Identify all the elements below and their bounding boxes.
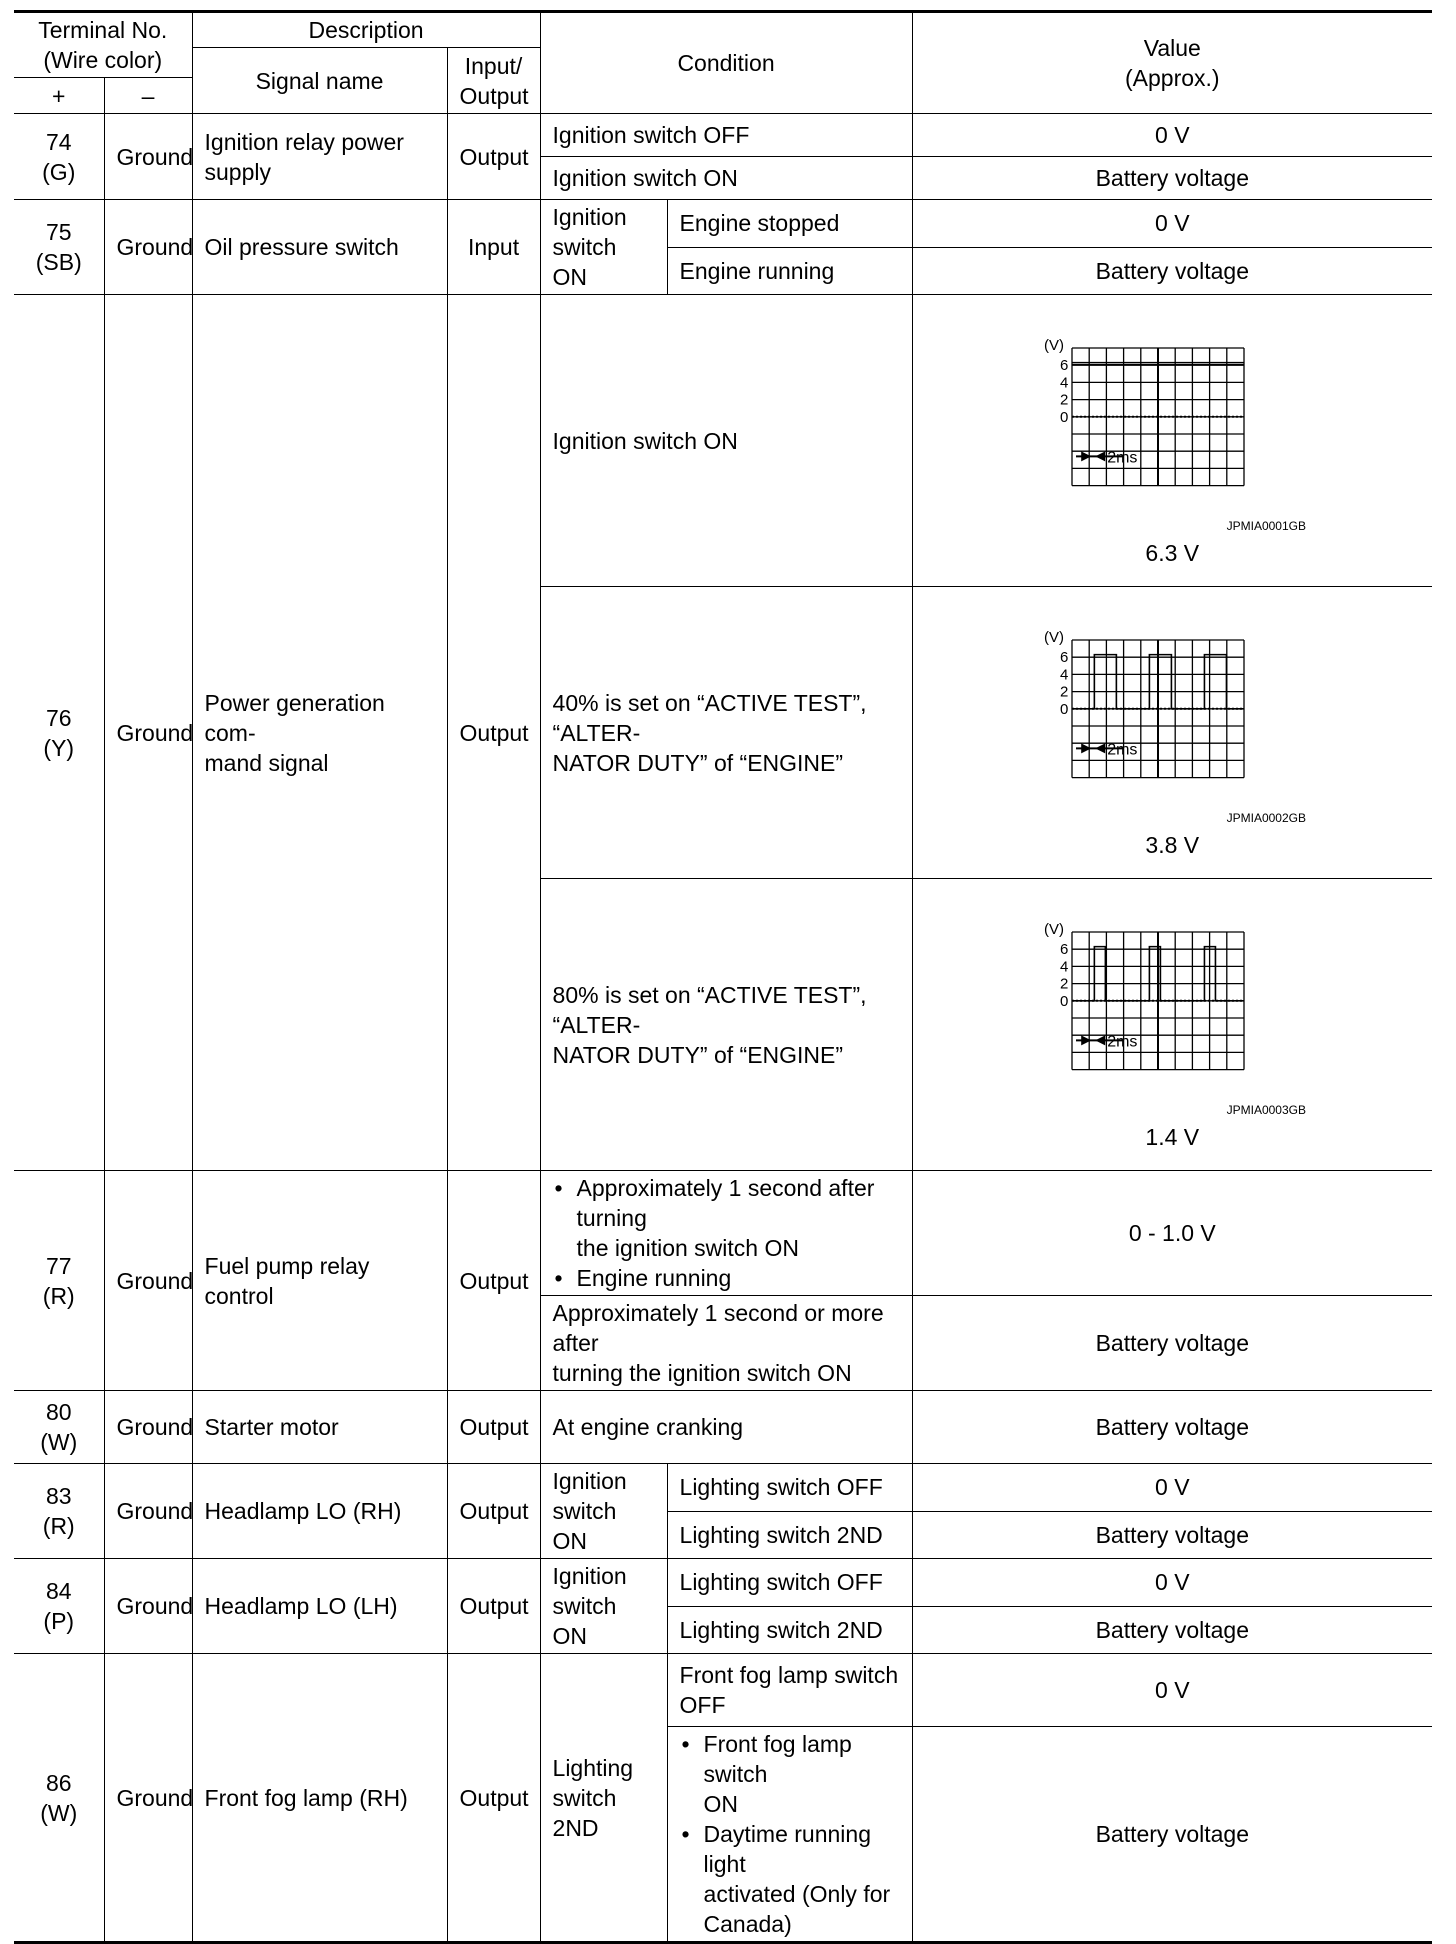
list-item (553, 1173, 900, 1263)
y-tick-label: 6 (1060, 356, 1069, 374)
y-tick-label: 2 (1060, 683, 1069, 701)
terminal-number: 75 (45, 219, 72, 245)
wire-color: (SB) (35, 249, 82, 275)
table-row-76a (14, 295, 1432, 587)
condition-line: Approximately 1 second or more after (552, 1300, 884, 1356)
condition-cell (540, 1171, 912, 1296)
ground-cell: Ground (104, 1559, 192, 1654)
value-cell: Battery voltage (912, 1296, 1432, 1391)
condition-sub-cell: Lighting switch OFF (667, 1559, 912, 1607)
condition-line: 80% is set on “ACTIVE TEST”, “ALTER- (552, 981, 867, 1038)
signal-name-cell (192, 295, 447, 1171)
io-cell: Output (447, 1391, 540, 1464)
time-scale-label: 2ms (1107, 448, 1138, 466)
table-row-84a (14, 1559, 1432, 1607)
condition-cell: At engine cranking (540, 1391, 912, 1464)
value-cell: 0 V (912, 200, 1432, 248)
signal-name-cell: Headlamp LO (RH) (192, 1464, 447, 1559)
table-row-77a (14, 1171, 1432, 1296)
waveform-value: 1.4 V (1145, 1123, 1200, 1150)
terminal-number: 77 (45, 1252, 72, 1279)
y-tick-label: 2 (1060, 975, 1069, 993)
header-approx-label: (Approx.) (1124, 65, 1220, 91)
condition-cell (540, 879, 912, 1171)
list-item: • Engine running (553, 1263, 900, 1293)
value-cell: 0 V (912, 1464, 1432, 1512)
condition-cell: Ignition switch ON (540, 295, 912, 587)
oscilloscope-waveform-2 (1022, 626, 1322, 826)
axis-unit-label: (V) (1044, 336, 1065, 354)
condition-sub-cell (667, 1654, 912, 1727)
io-cell: Output (447, 1171, 540, 1391)
wire-color: (Y) (43, 734, 75, 761)
list-item (680, 1819, 900, 1939)
header-io-line1: Input/ (464, 52, 523, 79)
terminal-number: 76 (45, 704, 72, 731)
table-row-74a (14, 114, 1432, 157)
wire-color: (R) (42, 1282, 75, 1309)
condition-bullet-list (680, 1729, 900, 1939)
condition-cell (540, 1296, 912, 1391)
y-tick-label: 4 (1060, 665, 1069, 683)
condition-main-cell (540, 1464, 667, 1559)
ground-cell: Ground (104, 200, 192, 295)
header-signal-name: Signal name (192, 48, 447, 114)
terminal-number: 86 (45, 1769, 72, 1796)
condition-line: switch 2ND (552, 1784, 617, 1841)
figure-id-label: JPMIA0001GB (1226, 518, 1307, 533)
condition-sub-cell: Lighting switch 2ND (667, 1606, 912, 1654)
terminal-number: 84 (45, 1578, 72, 1604)
terminal-cell (14, 1654, 104, 1943)
header-value (912, 12, 1432, 114)
waveform-container (925, 898, 1421, 1152)
header-description: Description (192, 12, 540, 48)
condition-line: switch ON (552, 1593, 617, 1649)
header-minus: – (104, 78, 192, 114)
bullet-line: Front fog lamp switch (703, 1731, 852, 1787)
ecm-terminal-table (14, 10, 1432, 1944)
header-input-output (447, 48, 540, 114)
value-cell: Battery voltage (912, 247, 1432, 295)
wire-color: (P) (43, 1608, 75, 1634)
bullet-line: the ignition switch ON (576, 1235, 799, 1261)
condition-main-cell (540, 1559, 667, 1654)
ground-cell: Ground (104, 1391, 192, 1464)
io-cell: Output (447, 114, 540, 200)
y-tick-label: 4 (1060, 373, 1069, 391)
y-tick-label: 0 (1060, 992, 1069, 1010)
header-wire-color-label: (Wire color) (43, 47, 163, 73)
figure-id-label: JPMIA0002GB (1226, 810, 1307, 825)
terminal-number: 83 (45, 1483, 72, 1509)
signal-line: mand signal (204, 749, 329, 776)
terminal-cell (14, 1391, 104, 1464)
value-cell: Battery voltage (912, 157, 1432, 200)
wire-color: (W) (40, 1799, 78, 1826)
header-terminal-label: Terminal No. (38, 17, 168, 43)
bullet-line: Canada) (703, 1911, 792, 1937)
io-cell: Output (447, 295, 540, 1171)
signal-name-cell: Ignition relay power supply (192, 114, 447, 200)
condition-line: OFF (679, 1692, 726, 1718)
value-cell: 0 V (912, 114, 1432, 157)
condition-line: Ignition (552, 204, 627, 230)
terminal-number: 80 (45, 1399, 72, 1425)
waveform-container (925, 606, 1421, 860)
y-tick-label: 4 (1060, 957, 1069, 975)
terminal-cell (14, 1559, 104, 1654)
bullet-line: Approximately 1 second after turning (576, 1175, 875, 1231)
time-scale-label: 2ms (1107, 740, 1138, 758)
terminal-number: 74 (45, 128, 72, 155)
condition-sub-cell: Engine stopped (667, 200, 912, 248)
io-cell: Output (447, 1464, 540, 1559)
condition-line: switch ON (552, 234, 617, 290)
value-cell: Battery voltage (912, 1606, 1432, 1654)
header-condition: Condition (540, 12, 912, 114)
list-item (680, 1729, 900, 1819)
condition-line: Ignition (552, 1563, 627, 1589)
waveform-value: 3.8 V (1145, 831, 1200, 858)
value-cell: Battery voltage (912, 1727, 1432, 1943)
signal-name-cell: Oil pressure switch (192, 200, 447, 295)
terminal-cell (14, 295, 104, 1171)
table-row-80 (14, 1391, 1432, 1464)
header-row-1 (14, 12, 1432, 48)
signal-name-cell: Starter motor (192, 1391, 447, 1464)
arrow-head (1095, 1035, 1105, 1045)
bullet-line: Daytime running light (703, 1821, 871, 1877)
condition-cell (540, 587, 912, 879)
terminal-cell (14, 114, 104, 200)
header-io-line2: Output (459, 82, 529, 109)
condition-line: 40% is set on “ACTIVE TEST”, “ALTER- (552, 689, 867, 746)
terminal-cell (14, 200, 104, 295)
time-scale-label: 2ms (1107, 1032, 1138, 1050)
value-waveform-cell (912, 879, 1432, 1171)
bullet-line: activated (Only for (703, 1881, 891, 1907)
condition-main-cell (540, 200, 667, 295)
condition-sub-cell (667, 1727, 912, 1943)
bullet-line: ON (703, 1791, 739, 1817)
condition-line: NATOR DUTY” of “ENGINE” (552, 1041, 844, 1068)
figure-id-label: JPMIA0003GB (1226, 1102, 1307, 1117)
condition-cell: Ignition switch ON (540, 157, 912, 200)
header-value-label: Value (1143, 35, 1201, 61)
condition-cell: Ignition switch OFF (540, 114, 912, 157)
table-row-75a (14, 200, 1432, 248)
condition-main-cell (540, 1654, 667, 1943)
condition-sub-cell: Lighting switch OFF (667, 1464, 912, 1512)
value-cell: 0 V (912, 1654, 1432, 1727)
io-cell: Input (447, 200, 540, 295)
y-tick-label: 0 (1060, 408, 1069, 426)
oscilloscope-waveform-1 (1022, 334, 1322, 534)
ground-cell: Ground (104, 295, 192, 1171)
signal-name-cell: Front fog lamp (RH) (192, 1654, 447, 1943)
header-terminal-no (14, 12, 192, 78)
table-row-83a (14, 1464, 1432, 1512)
ground-cell: Ground (104, 1464, 192, 1559)
condition-line: NATOR DUTY” of “ENGINE” (552, 749, 844, 776)
waveform-value: 6.3 V (1145, 539, 1200, 566)
value-cell: 0 V (912, 1559, 1432, 1607)
y-tick-label: 6 (1060, 940, 1069, 958)
y-tick-label: 6 (1060, 648, 1069, 666)
condition-sub-cell: Lighting switch 2ND (667, 1511, 912, 1559)
axis-unit-label: (V) (1044, 920, 1065, 938)
terminal-cell (14, 1464, 104, 1559)
terminal-cell (14, 1171, 104, 1391)
terminal-table-page (14, 10, 1432, 1944)
table-row-86a (14, 1654, 1432, 1727)
wire-color: (G) (42, 158, 76, 185)
value-cell: Battery voltage (912, 1511, 1432, 1559)
waveform-container (925, 314, 1421, 568)
header-plus: + (14, 78, 104, 114)
arrow-head (1095, 743, 1105, 753)
value-cell: Battery voltage (912, 1391, 1432, 1464)
signal-name-cell: Fuel pump relay control (192, 1171, 447, 1391)
io-cell: Output (447, 1559, 540, 1654)
condition-bullet-list (553, 1173, 900, 1293)
arrow-head (1095, 451, 1105, 461)
condition-line: Ignition (552, 1468, 627, 1494)
value-waveform-cell (912, 295, 1432, 587)
condition-line: turning the ignition switch ON (552, 1360, 852, 1386)
y-tick-label: 0 (1060, 700, 1069, 718)
wire-color: (W) (40, 1429, 78, 1455)
signal-line: Power generation com- (204, 689, 385, 746)
wire-color: (R) (42, 1513, 75, 1539)
signal-name-cell: Headlamp LO (LH) (192, 1559, 447, 1654)
ground-cell: Ground (104, 114, 192, 200)
condition-line: Front fog lamp switch (679, 1662, 899, 1688)
ground-cell: Ground (104, 1654, 192, 1943)
condition-line: switch ON (552, 1498, 617, 1554)
y-tick-label: 2 (1060, 391, 1069, 409)
io-cell: Output (447, 1654, 540, 1943)
value-cell: 0 - 1.0 V (912, 1171, 1432, 1296)
condition-line: Lighting (552, 1754, 634, 1781)
condition-sub-cell: Engine running (667, 247, 912, 295)
oscilloscope-waveform-3 (1022, 918, 1322, 1118)
axis-unit-label: (V) (1044, 628, 1065, 646)
value-waveform-cell (912, 587, 1432, 879)
ground-cell: Ground (104, 1171, 192, 1391)
